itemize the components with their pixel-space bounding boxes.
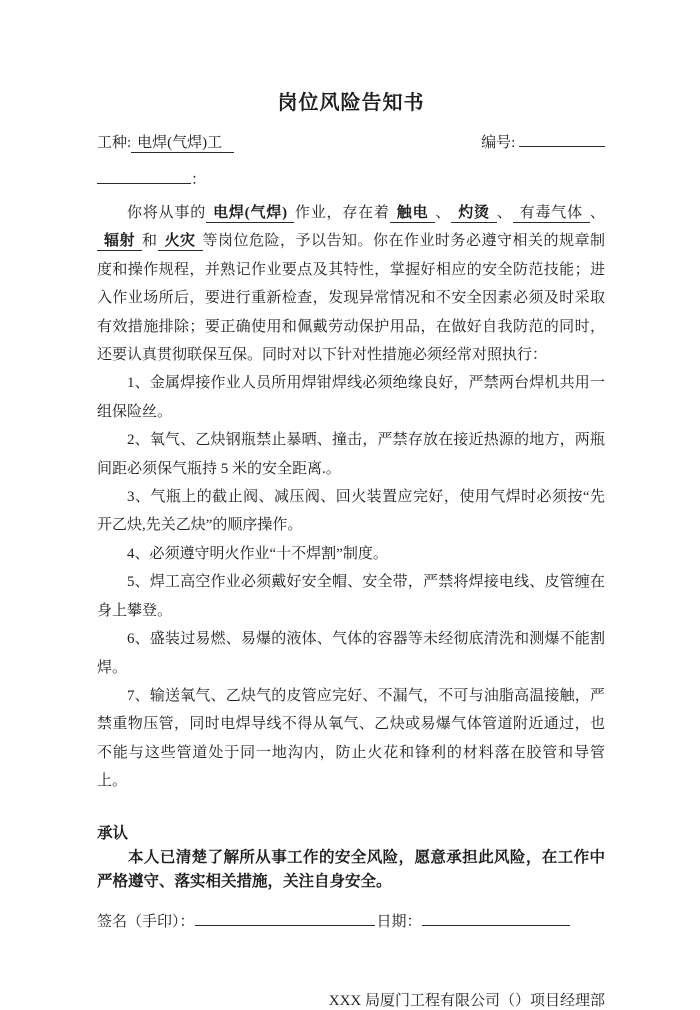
acknowledgment-body: 本人已清楚了解所从事工作的安全风险，愿意承担此风险，在工作中严格遵守、落实相关措施，关注自身安全。 [97, 848, 605, 890]
doc-number-label: 编号: [481, 135, 516, 151]
header-row [97, 131, 605, 152]
company-footer: XXX 局厦门工程有限公司（）项目经理部 [328, 992, 605, 1009]
job-underlined: 电焊(气焊) [206, 205, 294, 223]
job-type-field [97, 131, 234, 152]
salutation-line [97, 168, 605, 189]
intro-after-job: 作业，存在着 [294, 205, 390, 221]
separator: 、 [589, 205, 605, 221]
risk-item-2: 2、氧气、乙炔钢瓶禁止暴晒、撞击，严禁存放在接近热源的地方，两瓶间距必须保气瓶持 5 米的安全距离.。 [97, 432, 605, 477]
intro-rest: 等岗位危险，予以告知。你在作业时务必遵守相关的规章制度和操作规程，并熟记作业要点及其特性，掌握好相应的安全防范技能；进入作业场所后，要进行重新检查，发现异常情况和不安全因素必须及时采取有效措施排除；要正确使用和佩戴劳动保护用品，在做好自我防范的同时，还要认真贯彻联保互保。同时对以下针对性措施必须经常对照执行： [97, 233, 605, 364]
doc-number-field [481, 131, 605, 152]
separator: 、 [496, 205, 513, 221]
intro-paragraph [97, 199, 605, 369]
signature-label: 签名（手印）： [97, 913, 195, 930]
page-title: 岗位风险告知书 [277, 92, 425, 114]
job-type-value: 电焊(气焊)工 [131, 135, 234, 153]
acknowledgment-heading: 承认 [97, 824, 129, 842]
separator: 、 [435, 205, 452, 221]
signature-blank [195, 911, 375, 926]
doc-number-blank [519, 132, 605, 147]
document-content [97, 86, 605, 1010]
risk-item-6: 6、盛装过易燃、易爆的液体、气体的容器等未经彻底清洗和测爆不能割焊。 [97, 631, 605, 676]
risk-item-1: 1、金属焊接作业人员所用焊钳焊线必须绝缘良好，严禁两台焊机共用一组保险丝。 [97, 375, 605, 420]
salutation-blank [97, 169, 191, 184]
risk-item-4: 4、必须遵守明火作业“十不焊割”制度。 [127, 545, 388, 562]
risk-item-3: 3、气瓶上的截止阀、减压阀、回火装置应完好，使用气焊时必须按“先开乙炔,先关乙炔”的顺序操作。 [97, 489, 605, 534]
intro-conjunction: 和 [142, 233, 158, 250]
job-type-label: 工种: [97, 135, 132, 151]
risk-item-7: 7、输送氧气、乙炔气的皮管应完好、不漏气，不可与油脂高温接触，严禁重物压管，同时电焊导线不得从氧气、乙炔或易爆气体管道附近通过，也不能与这些管道处于同一地沟内，防止火花和锋利的材料落在胶管和导管上。 [97, 687, 605, 790]
salutation-colon: ： [191, 172, 207, 188]
risk-item-5: 5、焊工高空作业必须戴好安全帽、安全带，严禁将焊接电线、皮管缠在身上攀登。 [97, 574, 605, 619]
hazard-electric-shock: 触电 [390, 205, 436, 223]
signature-row [97, 910, 605, 931]
intro-lead: 你将从事的 [127, 205, 207, 221]
hazard-fire: 火灾 [158, 233, 203, 251]
hazard-radiation: 辐射 [97, 233, 142, 251]
hazard-toxic-gas: 有毒气体 [513, 205, 590, 223]
hazard-burn: 灼烫 [451, 205, 497, 223]
date-label: 日期： [376, 913, 422, 930]
date-blank [422, 911, 570, 926]
